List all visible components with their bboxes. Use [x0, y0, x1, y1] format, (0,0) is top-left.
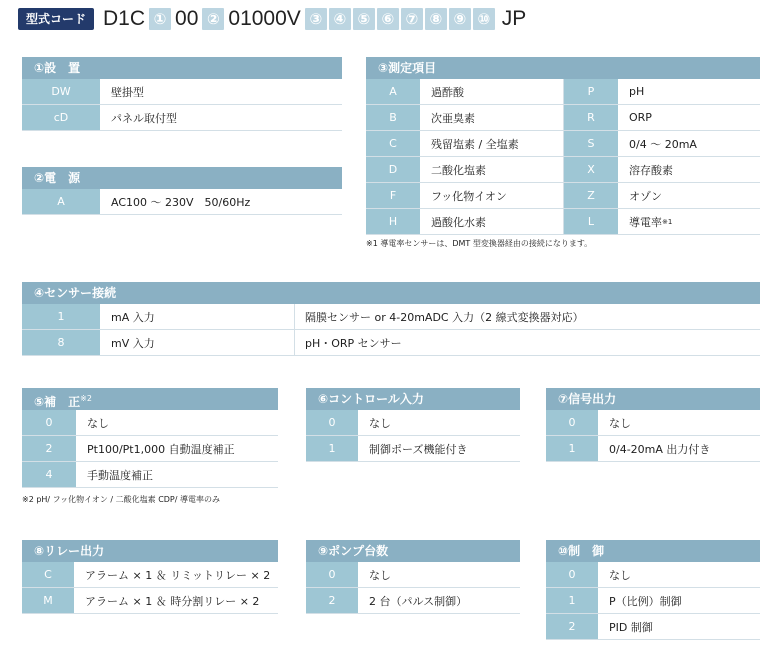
table-row — [546, 410, 760, 436]
power-header: ②電 源 — [22, 167, 342, 189]
measurement-label: ORP — [629, 111, 652, 124]
relay-output-label: アラーム × 1 ＆ 時分割リレー × 2 — [85, 594, 260, 608]
signal-output-header: ⑦信号出力 — [546, 388, 760, 410]
model-slot-9: ⑨ — [449, 8, 471, 30]
measurement-code: L — [564, 209, 619, 234]
measurement-code: P — [564, 79, 619, 104]
control-label: P（比例）制御 — [609, 594, 682, 608]
table-row — [546, 588, 760, 614]
measurement-label-conductivity — [619, 209, 762, 234]
control-code: 0 — [546, 562, 599, 587]
model-fixed-00: 00 — [175, 7, 199, 30]
signal-output-label: なし — [609, 416, 631, 430]
measurement-code: D — [366, 157, 421, 182]
installation-label: 壁掛型 — [111, 85, 144, 99]
installation-code: cD — [22, 105, 101, 130]
measurement-code: B — [366, 105, 421, 130]
pump-count-header: ⑨ポンプ台数 — [306, 540, 520, 562]
sensor-detail: 隔膜センサー or 4-20mADC 入力（2 線式変換器対応） — [305, 310, 584, 324]
footnote-mark-1: ※1 — [662, 217, 673, 226]
compensation-label: Pt100/Pt1,000 自動温度補正 — [87, 442, 235, 456]
control-label: なし — [609, 568, 631, 582]
sensor-code: 8 — [22, 330, 101, 355]
sensor-code: 1 — [22, 304, 101, 329]
measurement-label: 0/4 〜 20mA — [629, 137, 697, 151]
control-input-code: 1 — [306, 436, 359, 461]
table-row — [366, 105, 760, 131]
model-slot-4: ④ — [329, 8, 351, 30]
model-code-line — [18, 6, 529, 32]
measurement-code: F — [366, 183, 421, 208]
table-row — [306, 436, 520, 462]
model-suffix-jp: JP — [501, 7, 527, 30]
table-row — [306, 410, 520, 436]
measurement-label: 残留塩素 / 全塩素 — [421, 131, 564, 156]
power-code: A — [22, 189, 101, 214]
sensor-header: ④センサー接続 — [22, 282, 760, 304]
table-row — [546, 562, 760, 588]
measurement-label: 過酸化水素 — [421, 209, 564, 234]
model-slot-10: ⑩ — [473, 8, 495, 30]
footnote-mark-2: ※2 — [80, 394, 92, 403]
sensor-label: mV 入力 — [101, 330, 295, 355]
relay-output-code: C — [22, 562, 75, 587]
sensor-label: mA 入力 — [101, 304, 295, 329]
signal-output-block — [546, 388, 760, 462]
relay-output-label: アラーム × 1 ＆ リミットリレー × 2 — [85, 568, 271, 582]
measurement-footnote: ※1 導電率センサーは、DMT 型変換器経由の接続になります。 — [366, 239, 593, 248]
measurement-header: ③測定項目 — [366, 57, 760, 79]
control-input-block — [306, 388, 520, 462]
model-slot-2: ② — [202, 8, 224, 30]
signal-output-code: 1 — [546, 436, 599, 461]
compensation-code: 2 — [22, 436, 77, 461]
compensation-code: 0 — [22, 410, 77, 435]
measurement-code: C — [366, 131, 421, 156]
installation-label: パネル取付型 — [111, 111, 177, 125]
pump-count-block — [306, 540, 520, 614]
table-row — [22, 462, 278, 488]
table-row — [306, 562, 520, 588]
measurement-label: pH — [629, 85, 645, 98]
model-slot-7: ⑦ — [401, 8, 423, 30]
model-slot-1: ① — [149, 8, 171, 30]
measurement-code: Z — [564, 183, 619, 208]
control-code: 2 — [546, 614, 599, 639]
measurement-block — [366, 57, 760, 235]
model-prefix: D1C — [103, 7, 146, 30]
compensation-code: 4 — [22, 462, 77, 487]
table-row — [22, 330, 760, 356]
control-input-label: なし — [369, 416, 391, 430]
sensor-block — [22, 282, 760, 356]
measurement-label: 溶存酸素 — [629, 163, 673, 177]
model-slot-3: ③ — [305, 8, 327, 30]
model-code-label: 型式コード — [18, 8, 94, 30]
model-slot-6: ⑥ — [377, 8, 399, 30]
power-label: AC100 〜 230V 50/60Hz — [111, 195, 251, 209]
table-row — [366, 209, 760, 235]
installation-block — [22, 57, 342, 131]
model-slot-8: ⑧ — [425, 8, 447, 30]
control-block — [546, 540, 760, 640]
measurement-code: A — [366, 79, 421, 104]
table-row — [22, 588, 278, 614]
table-row — [366, 131, 760, 157]
conductivity-label: 導電率 — [629, 215, 662, 229]
measurement-code: R — [564, 105, 619, 130]
table-row — [22, 105, 342, 131]
compensation-footnote: ※2 pH/ フッ化物イオン / 二酸化塩素 CDP/ 導電率のみ — [22, 495, 220, 504]
relay-output-header: ⑧リレー出力 — [22, 540, 278, 562]
measurement-code: X — [564, 157, 619, 182]
compensation-header — [22, 388, 278, 410]
table-row — [366, 157, 760, 183]
control-input-code: 0 — [306, 410, 359, 435]
table-row — [22, 410, 278, 436]
table-row — [22, 189, 342, 215]
table-row — [546, 614, 760, 640]
measurement-code: S — [564, 131, 619, 156]
signal-output-label: 0/4-20mA 出力付き — [609, 442, 711, 456]
measurement-code: H — [366, 209, 421, 234]
compensation-title: ⑤補 正 — [34, 395, 81, 409]
control-input-header: ⑥コントロール入力 — [306, 388, 520, 410]
table-row — [366, 79, 760, 105]
model-slot-5: ⑤ — [353, 8, 375, 30]
control-label: PID 制御 — [609, 620, 653, 634]
relay-output-code: M — [22, 588, 75, 613]
table-row — [22, 436, 278, 462]
measurement-label: 次亜臭素 — [421, 105, 564, 130]
compensation-label: 手動温度補正 — [87, 468, 153, 482]
installation-code: DW — [22, 79, 101, 104]
table-row — [22, 562, 278, 588]
pump-count-code: 2 — [306, 588, 359, 613]
compensation-block — [22, 388, 278, 488]
relay-output-block — [22, 540, 278, 614]
measurement-label: オゾン — [629, 189, 662, 203]
pump-count-label: 2 台（パルス制御） — [369, 594, 468, 608]
model-fixed-01000v: 01000V — [228, 7, 301, 30]
control-code: 1 — [546, 588, 599, 613]
sensor-detail: pH・ORP センサー — [305, 336, 402, 350]
control-input-label: 制御ポーズ機能付き — [369, 442, 468, 456]
table-row — [22, 304, 760, 330]
table-row — [22, 79, 342, 105]
measurement-label: フッ化物イオン — [421, 183, 564, 208]
table-row — [306, 588, 520, 614]
pump-count-label: なし — [369, 568, 391, 582]
measurement-label: 過酢酸 — [421, 79, 564, 104]
signal-output-code: 0 — [546, 410, 599, 435]
table-row — [366, 183, 760, 209]
pump-count-code: 0 — [306, 562, 359, 587]
table-row — [546, 436, 760, 462]
control-header: ⑩制 御 — [546, 540, 760, 562]
measurement-label: 二酸化塩素 — [421, 157, 564, 182]
compensation-label: なし — [87, 416, 109, 430]
power-block — [22, 167, 342, 215]
installation-header: ①設 置 — [22, 57, 342, 79]
